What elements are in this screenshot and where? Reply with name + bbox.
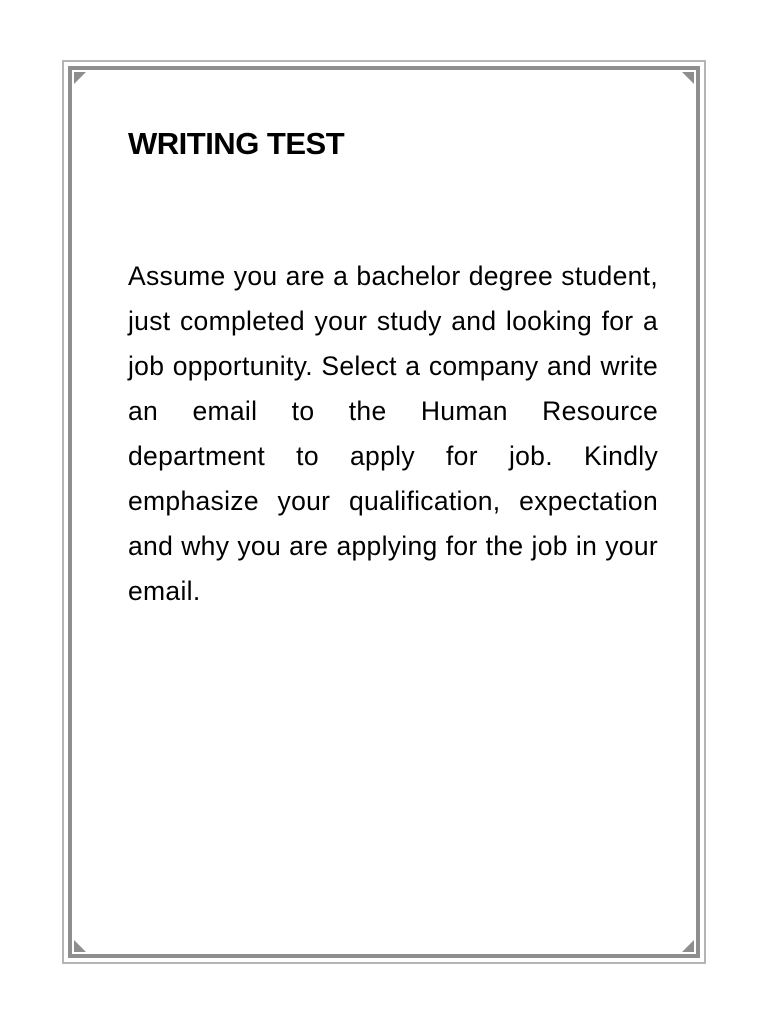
document-title: WRITING TEST [128, 126, 345, 161]
corner-ornament-icon [682, 940, 694, 952]
corner-ornament-icon [74, 940, 86, 952]
corner-ornament-icon [682, 72, 694, 84]
writing-prompt: Assume you are a bachelor degree student, just completed your study and looking for a job opportunity. Select a company and write an email to the Human Resource department to apply for job. Kindly emphasize your qualification, expectation and why you are applying for the job in your email. [128, 261, 658, 606]
document-content [128, 122, 658, 614]
corner-ornament-icon [74, 72, 86, 84]
